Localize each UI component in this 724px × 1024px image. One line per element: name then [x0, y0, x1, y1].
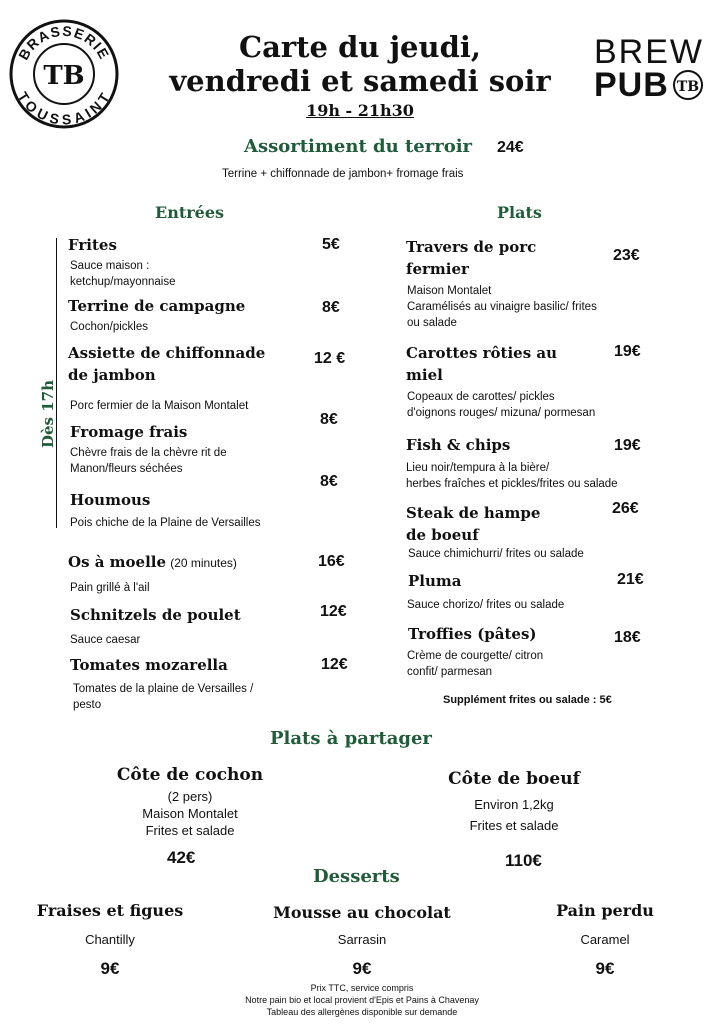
plat-troffies-desc2: confit/ parmesan: [407, 666, 493, 678]
entree-houmous-price: 8€: [320, 473, 338, 490]
plat-fish-chips: Fish & chips: [406, 436, 511, 454]
plat-travers-line2: fermier: [406, 260, 469, 278]
dessert-pain-desc: Caramel: [580, 932, 630, 947]
footer-line1: Prix TTC, service compris: [310, 983, 414, 993]
entree-frites-desc2: ketchup/mayonnaise: [70, 276, 176, 288]
entree-os-a-moelle: [68, 551, 237, 574]
dessert-fraises-name: Fraises et figues: [36, 901, 184, 920]
plat-steak-line2: de boeuf: [406, 526, 479, 544]
side-label-des-17h: Dès 17h: [39, 380, 57, 448]
entree-fromage-price: 8€: [320, 411, 338, 428]
entree-fromage-desc2: Manon/fleurs séchées: [70, 463, 183, 475]
plat-fish-desc: Lieu noir/tempura à la bière/: [406, 462, 550, 474]
plat-carottes-line1: Carottes rôties au: [406, 344, 558, 362]
entree-chiffonnade-line2: de jambon: [68, 366, 156, 384]
cote-cochon-price: 42€: [167, 848, 196, 867]
plat-travers-desc3: ou salade: [407, 317, 457, 329]
plat-carottes-line2: miel: [406, 366, 443, 384]
plat-steak-price: 26€: [612, 500, 639, 517]
plat-troffies-desc: Crème de courgette/ citron: [407, 650, 544, 662]
svg-text:BRASSERIE: BRASSERIE: [15, 22, 113, 63]
service-hours: 19h - 21h30: [306, 101, 414, 120]
logo-emblem-icon: [8, 18, 120, 130]
plat-travers-line1: Travers de porc: [406, 238, 537, 256]
svg-text:TOUSSAINT: TOUSSAINT: [14, 88, 114, 128]
assortiment-desc: Terrine + chiffonnade de jambon+ fromage frais: [222, 168, 464, 180]
entree-schnitzels-price: 12€: [320, 603, 347, 620]
plat-carottes: [406, 342, 557, 386]
entree-terrine-desc: Cochon/pickles: [70, 321, 148, 333]
cote-boeuf-desc1: Environ 1,2kg: [474, 797, 554, 812]
plat-travers-desc: Maison Montalet: [407, 285, 492, 297]
footer-notes: [162, 982, 562, 1018]
plat-pluma-price: 21€: [617, 571, 644, 588]
plat-carottes-price: 19€: [614, 343, 641, 360]
partager-heading: Plats à partager: [270, 728, 432, 749]
cote-cochon-desc3: Frites et salade: [145, 823, 235, 838]
entree-tomates-mozarella: Tomates mozarella: [70, 656, 228, 674]
dessert-pain-perdu: [505, 900, 705, 979]
plat-carottes-desc2: d'oignons rouges/ mizuna/ pormesan: [407, 407, 596, 419]
partager-cote-cochon: [90, 764, 290, 839]
entrees-heading: Entrées: [155, 203, 225, 222]
pub-monogram-icon: [671, 68, 705, 102]
plat-steak-hampe: [406, 502, 540, 546]
plat-steak-line1: Steak de hampe: [406, 504, 541, 522]
brew-pub-line2: PUB: [594, 66, 669, 104]
footer-line2: Notre pain bio et local provient d'Epis et Pains à Chavenay: [245, 995, 479, 1005]
dessert-fraises-desc: Chantilly: [85, 932, 135, 947]
entree-schnitzels-desc: Sauce caesar: [70, 634, 141, 646]
plat-travers-desc2: Caramélisés au vinaigre basilic/ frites: [407, 301, 597, 313]
cote-cochon-desc2: Maison Montalet: [142, 806, 238, 821]
plat-fish-price: 19€: [614, 437, 641, 454]
dessert-mousse-name: Mousse au chocolat: [273, 903, 451, 922]
assortiment-title: Assortiment du terroir: [244, 136, 473, 157]
plats-heading: Plats: [497, 203, 542, 222]
entree-houmous-desc: Pois chiche de la Plaine de Versailles: [70, 517, 261, 529]
desserts-heading: Desserts: [313, 866, 400, 887]
dessert-mousse-price: 9€: [352, 959, 372, 978]
partager-cote-boeuf: [414, 768, 614, 834]
entree-chiffonnade-line1: Assiette de chiffonnade: [68, 344, 266, 362]
entree-chiffonnade-desc: Porc fermier de la Maison Montalet: [70, 400, 249, 412]
title-line2: vendredi et samedi soir: [169, 64, 551, 98]
os-a-moelle-name: Os à moelle: [68, 553, 167, 571]
entree-chiffonnade: [68, 342, 265, 386]
dessert-mousse-desc: Sarrasin: [337, 932, 387, 947]
plat-pluma: Pluma: [408, 572, 462, 590]
entree-frites-price: 5€: [322, 236, 340, 253]
cote-boeuf-price: 110€: [505, 851, 542, 870]
entree-tomates-desc: Tomates de la plaine de Versailles /: [73, 683, 254, 695]
footer-line3: Tableau des allergènes disponible sur demande: [266, 1007, 458, 1017]
entree-houmous: Houmous: [70, 491, 151, 509]
entree-frites: Frites: [68, 236, 117, 254]
plat-travers-price: 23€: [613, 247, 640, 264]
svg-text:TB: TB: [43, 61, 85, 91]
entree-schnitzels: Schnitzels de poulet: [70, 606, 241, 624]
entree-terrine: Terrine de campagne: [68, 297, 246, 315]
cote-boeuf-name: Côte de boeuf: [448, 769, 580, 789]
plat-troffies-price: 18€: [614, 629, 641, 646]
entree-fromage-frais: Fromage frais: [70, 423, 188, 441]
plat-steak-desc: Sauce chimichurri/ frites ou salade: [408, 548, 584, 560]
entree-chiffonnade-price: 12 €: [314, 350, 346, 367]
entree-fromage-desc: Chèvre frais de la chèvre rit de: [70, 447, 227, 459]
plat-travers: [406, 236, 536, 280]
entree-tomates-desc2: pesto: [73, 699, 102, 711]
os-a-moelle-note: (20 minutes): [170, 556, 237, 570]
entree-tomates-price: 12€: [321, 656, 348, 673]
entree-frites-desc: Sauce maison :: [70, 260, 150, 272]
entree-os-desc: Pain grillé à l'ail: [70, 582, 150, 594]
svg-text:TB: TB: [676, 79, 699, 95]
plat-carottes-desc: Copeaux de carottes/ pickles: [407, 391, 555, 403]
dessert-pain-name: Pain perdu: [556, 901, 654, 920]
plat-fish-desc2: herbes fraîches et pickles/frites ou salade: [406, 478, 618, 490]
dessert-pain-price: 9€: [595, 959, 615, 978]
dessert-fraises-price: 9€: [100, 959, 120, 978]
plat-pluma-desc: Sauce chorizo/ frites ou salade: [407, 599, 565, 611]
entree-os-price: 16€: [318, 553, 345, 570]
brew-pub-logo: [594, 33, 714, 104]
entree-terrine-price: 8€: [322, 299, 340, 316]
dessert-mousse-chocolat: [252, 902, 472, 979]
brasserie-toussaint-logo: [8, 18, 120, 130]
cote-cochon-desc1: (2 pers): [167, 789, 213, 804]
title-line1: Carte du jeudi,: [239, 30, 481, 64]
dessert-fraises-figues: [10, 900, 210, 979]
page-title: [130, 30, 590, 98]
plat-troffies: Troffies (pâtes): [408, 625, 537, 643]
cote-cochon-name: Côte de cochon: [116, 765, 264, 785]
assortiment-price: 24€: [497, 139, 524, 156]
supplement-note: Supplément frites ou salade : 5€: [443, 694, 612, 706]
brew-pub-line1: BREW: [594, 33, 704, 71]
cote-boeuf-desc2: Frites et salade: [469, 818, 559, 833]
